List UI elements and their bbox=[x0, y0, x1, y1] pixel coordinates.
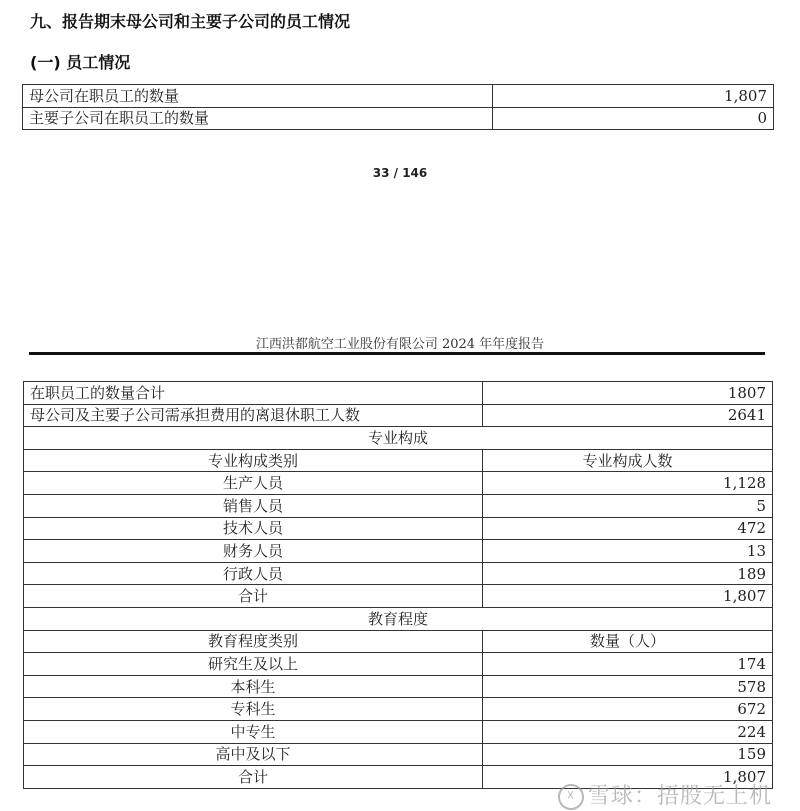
row-label: 研究生及以上 bbox=[24, 653, 483, 676]
table-row bbox=[24, 562, 773, 585]
table-row bbox=[24, 472, 773, 495]
table-row bbox=[23, 107, 774, 130]
education-title: 教育程度 bbox=[24, 607, 773, 630]
table-row bbox=[24, 404, 773, 427]
table-row bbox=[24, 540, 773, 563]
page-number: 33 / 146 bbox=[372, 166, 428, 180]
row-value: 1,807 bbox=[483, 766, 773, 789]
row-value: 174 bbox=[483, 653, 773, 676]
row-value: 1,128 bbox=[483, 472, 773, 495]
table-row bbox=[24, 675, 773, 698]
row-label: 销售人员 bbox=[24, 494, 483, 517]
row-value: 1,807 bbox=[483, 585, 773, 608]
column-header: 教育程度类别 bbox=[24, 630, 483, 653]
column-header: 专业构成类别 bbox=[24, 449, 483, 472]
row-label: 中专生 bbox=[24, 720, 483, 743]
row-value: 472 bbox=[483, 517, 773, 540]
table-row bbox=[23, 85, 774, 108]
header-rule bbox=[29, 352, 765, 355]
row-value: 672 bbox=[483, 698, 773, 721]
table-row bbox=[24, 517, 773, 540]
column-header-row bbox=[24, 449, 773, 472]
row-value: 13 bbox=[483, 540, 773, 563]
column-header-row bbox=[24, 630, 773, 653]
professional-title: 专业构成 bbox=[24, 427, 773, 450]
employee-composition-table bbox=[23, 381, 773, 789]
column-header: 数量（人） bbox=[483, 630, 773, 653]
row-value: 224 bbox=[483, 720, 773, 743]
section-header-row bbox=[24, 607, 773, 630]
row-value: 5 bbox=[483, 494, 773, 517]
row-label: 专科生 bbox=[24, 698, 483, 721]
row-label: 技术人员 bbox=[24, 517, 483, 540]
row-label: 财务人员 bbox=[24, 540, 483, 563]
employee-count-table bbox=[22, 84, 774, 130]
row-value: 2641 bbox=[483, 404, 773, 427]
row-label: 主要子公司在职员工的数量 bbox=[23, 107, 493, 130]
row-label: 高中及以下 bbox=[24, 743, 483, 766]
row-label: 本科生 bbox=[24, 675, 483, 698]
row-label: 在职员工的数量合计 bbox=[24, 382, 483, 405]
column-header: 专业构成人数 bbox=[483, 449, 773, 472]
running-header: 江西洪都航空工业股份有限公司 2024 年年度报告 bbox=[255, 337, 545, 352]
row-value: 159 bbox=[483, 743, 773, 766]
row-value: 189 bbox=[483, 562, 773, 585]
row-label: 行政人员 bbox=[24, 562, 483, 585]
row-label: 母公司在职员工的数量 bbox=[23, 85, 493, 108]
row-label: 合计 bbox=[24, 766, 483, 789]
row-label: 合计 bbox=[24, 585, 483, 608]
row-value: 1,807 bbox=[493, 85, 774, 108]
table-row bbox=[24, 494, 773, 517]
table-row bbox=[24, 653, 773, 676]
table-row bbox=[24, 382, 773, 405]
table-row bbox=[24, 585, 773, 608]
watermark-text: 雪球：捂股无上机 bbox=[588, 784, 773, 809]
table-row bbox=[24, 743, 773, 766]
section-title: 九、报告期末母公司和主要子公司的员工情况 bbox=[30, 12, 351, 31]
row-value: 0 bbox=[493, 107, 774, 130]
row-label: 母公司及主要子公司需承担费用的离退休职工人数 bbox=[24, 404, 483, 427]
row-label: 生产人员 bbox=[24, 472, 483, 495]
section-header-row bbox=[24, 427, 773, 450]
subsection-title: (一) 员工情况 bbox=[30, 53, 131, 72]
snowball-logo-icon: ☓ bbox=[558, 784, 584, 810]
row-value: 1807 bbox=[483, 382, 773, 405]
row-value: 578 bbox=[483, 675, 773, 698]
watermark bbox=[558, 779, 772, 810]
table-row bbox=[24, 720, 773, 743]
table-row bbox=[24, 698, 773, 721]
